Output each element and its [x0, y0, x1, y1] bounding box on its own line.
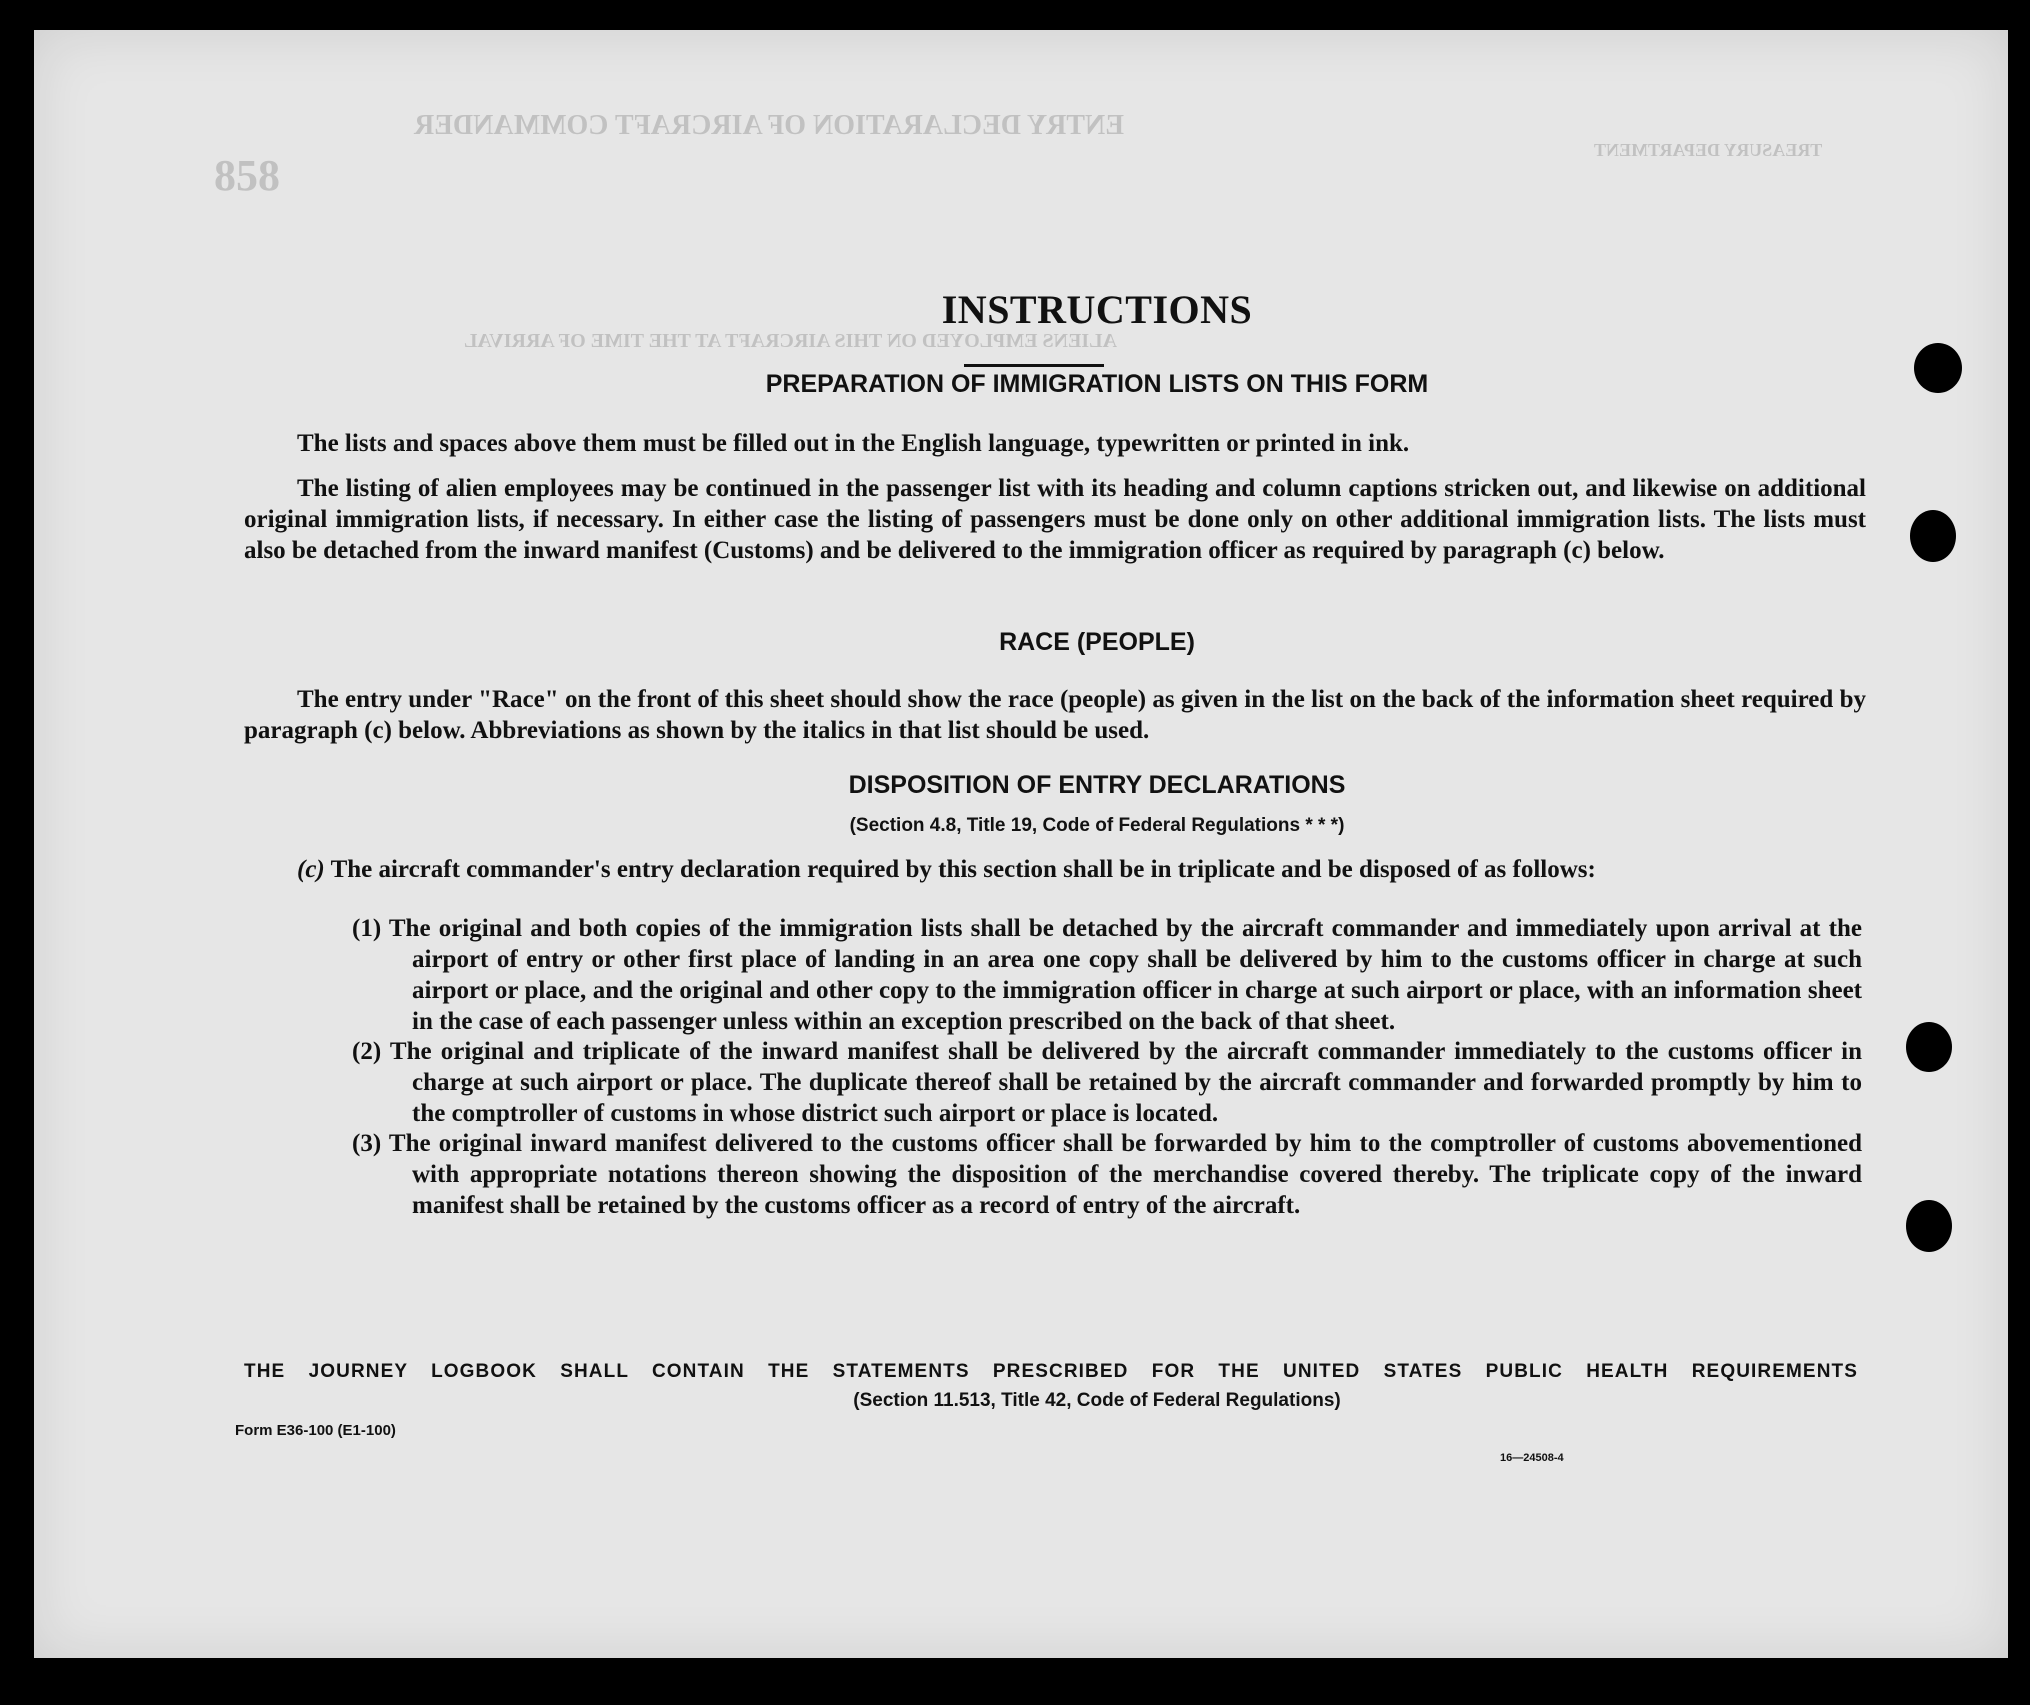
item-text: The original inward manifest delivered to the customs officer shall be forwarded by him to the comptroller of customs abovementioned with appropriate notations thereon showing the disposition of the merchandise covered thereby. The triplicate copy of the inward manifest shall be retained by the customs officer as a record of entry of the aircraft.: [388, 1130, 1862, 1219]
page-title: INSTRUCTIONS: [941, 287, 1253, 332]
item-marker: (2): [352, 1038, 382, 1065]
item-marker: (1): [352, 915, 382, 942]
disposition-lead: [297, 854, 1857, 885]
bleed-through-mark: ENTRY DECLARATION OF AIRCRAFT COMMANDER: [414, 110, 1124, 141]
preparation-paragraph-2: The listing of alien employees may be continued in the passenger list with its heading and column captions stricken out, and likewise on additional original immigration lists, if necessary. In either case the listing of passengers must be done only on other additional immigration lists. The lists must also be detached from the inward manifest (Customs) and be delivered to the immigration officer as required by paragraph (c) below.: [244, 475, 1866, 564]
paragraph-marker: (c): [297, 856, 325, 883]
print-code: 16—24508-4: [1500, 1452, 1564, 1464]
document-page: [34, 30, 2008, 1658]
bleed-through-mark: 858: [214, 151, 280, 200]
disposition-heading: DISPOSITION OF ENTRY DECLARATIONS: [848, 771, 1346, 799]
instructions-content: [34, 30, 2008, 1658]
race-heading: RACE (PEOPLE): [999, 628, 1195, 656]
preparation-paragraph-1: The lists and spaces above them must be filled out in the English language, typewritten or printed in ink.: [297, 430, 1410, 457]
race-paragraph: The entry under "Race" on the front of this sheet should show the race (people) as given in the list on the back of the information sheet required by paragraph (c) below. Abbreviations as shown by the italics in that list should be used.: [244, 686, 1866, 744]
item-marker: (3): [352, 1130, 382, 1157]
item-text: The original and both copies of the immigration lists shall be detached by the aircraft commander and immediately upon arrival at the airport of entry or other first place of landing in an area one copy shall be delivered by him to the customs officer in charge at such airport or place, and the original and other copy to the immigration officer in charge at such airport or place, with an information sheet in the case of each passenger unless within an exception prescribed on the back of that sheet.: [388, 915, 1862, 1035]
disposition-item-2: [352, 1036, 1862, 1129]
journey-citation: (Section 11.513, Title 42, Code of Federal Regulations): [853, 1390, 1341, 1411]
item-text: The original and triplicate of the inward manifest shall be delivered by the aircraft commander immediately to the customs officer in charge at such airport or place. The duplicate thereof shall be retained by the aircraft commander and forwarded promptly by him to the comptroller of customs in whose district such airport or place is located.: [389, 1038, 1862, 1127]
disposition-item-3: [352, 1128, 1862, 1221]
disposition-item-1: [352, 913, 1862, 1037]
bleed-through-mark: TREASURY DEPARTMENT: [1594, 140, 1823, 160]
journey-logbook-statement: THE JOURNEY LOGBOOK SHALL CONTAIN THE STATEMENTS PRESCRIBED FOR THE UNITED STATES PUBLIC HEALTH REQUIREMENTS: [244, 1361, 1858, 1382]
form-number: Form E36-100 (E1-100): [235, 1422, 396, 1439]
title-underline: [964, 364, 1104, 367]
disposition-lead-text: The aircraft commander's entry declaration required by this section shall be in triplicate and be disposed of as follows:: [330, 856, 1596, 883]
bleed-through-mark: ALIENS EMPLOYED ON THIS AIRCRAFT AT THE TIME OF ARRIVAL: [464, 330, 1117, 352]
preparation-heading: PREPARATION OF IMMIGRATION LISTS ON THIS FORM: [765, 370, 1429, 398]
disposition-citation: (Section 4.8, Title 19, Code of Federal Regulations * * *): [849, 815, 1345, 836]
